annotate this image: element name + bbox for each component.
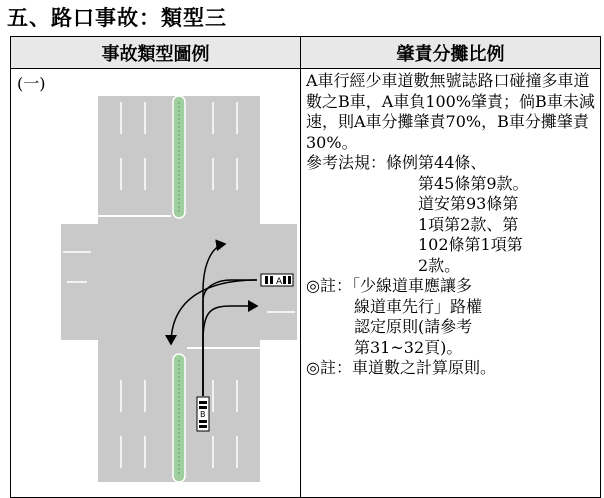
col2-header: 肇責分攤比例	[301, 37, 601, 69]
legal-basis-label: 參考法規：	[306, 153, 387, 172]
accident-table	[10, 36, 601, 498]
legal-item: 102條第1項第	[418, 235, 523, 254]
vehicle-a	[261, 274, 293, 287]
legal-item: 2款。	[418, 255, 461, 275]
vehicle-a-label: A	[276, 277, 283, 287]
note-line: 線道車先行」路權	[354, 296, 483, 316]
case-number: (一)	[17, 74, 46, 93]
note-label: ◎註：	[306, 276, 352, 295]
legal-item: 道安第93條第	[418, 194, 519, 213]
note-right-of-way	[306, 276, 598, 358]
table-header-row	[11, 37, 601, 69]
note-line: 「少線道車應讓多	[351, 276, 472, 295]
table-row	[11, 69, 601, 498]
intersection-diagram	[61, 96, 297, 482]
note-lane-count: ◎註：車道數之計算原則。	[306, 358, 496, 377]
section-title: 五、路口事故：類型三	[7, 6, 227, 30]
diagram-cell	[11, 69, 301, 498]
vehicle-b-label: B	[200, 410, 206, 419]
liability-cell	[301, 69, 601, 498]
note-line: 第31~32頁)。	[354, 337, 463, 357]
legal-item: 第45條第9款。	[418, 173, 529, 193]
legal-basis	[306, 153, 598, 276]
col1-header: 事故類型圖例	[11, 37, 301, 69]
case-description: A車行經少車道數無號誌路口碰撞多車道數之B車，A車負100%肇責；倘B車未減速，則A車分攤肇責70%，B車分攤肇責30%。	[306, 71, 595, 152]
vehicle-b	[197, 397, 209, 431]
legal-item: 1項第2款、第	[418, 214, 519, 234]
note-line: 認定原則(請參考	[354, 317, 473, 336]
legal-item: 條例第44條、	[386, 153, 487, 172]
